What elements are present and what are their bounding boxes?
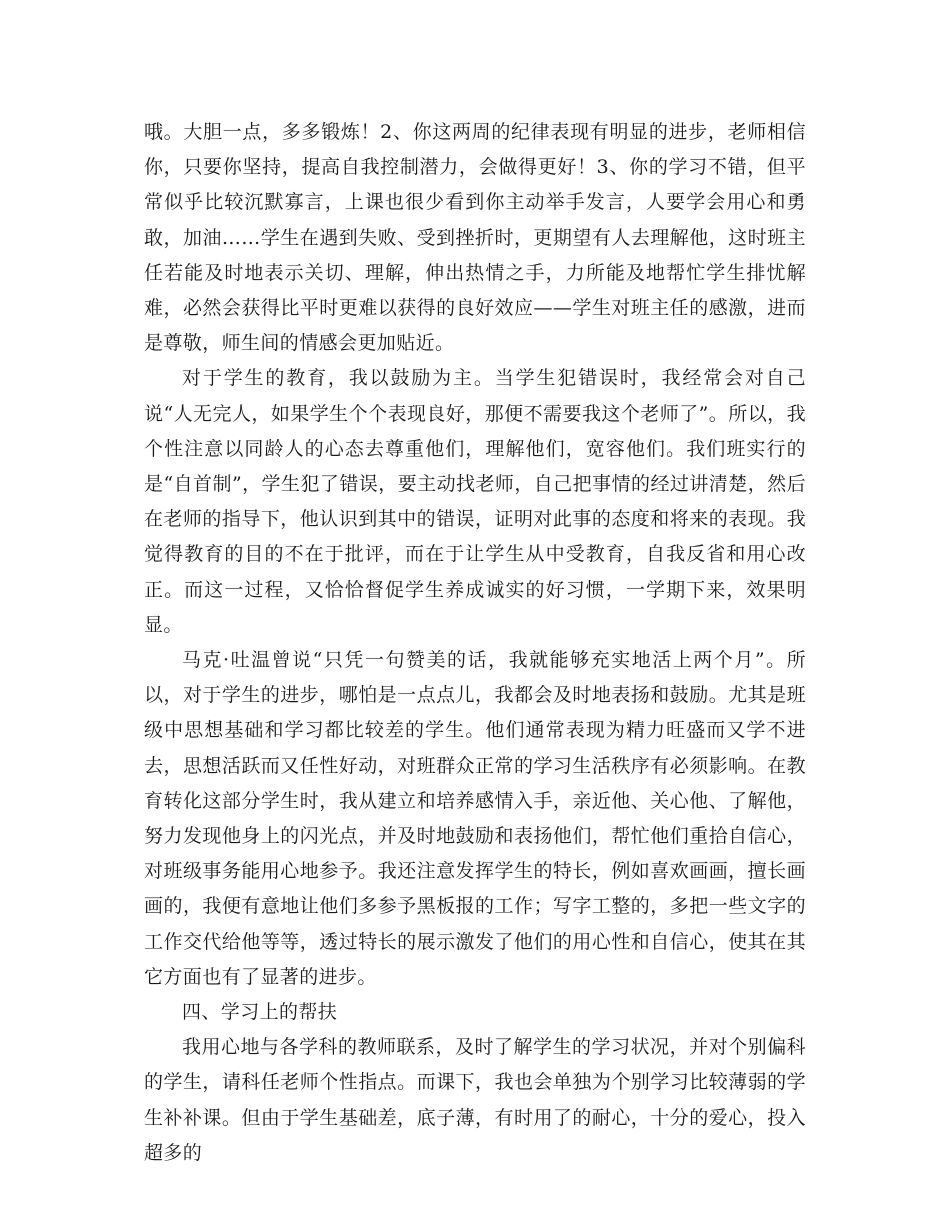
document-body — [144, 115, 806, 1171]
paragraph-4: 我用心地与各学科的教师联系，及时了解学生的学习状况，并对个别偏科的学生，请科任老师个性指点。而课下，我也会单独为个别学习比较薄弱的学生补补课。但由于学生基础差，底子薄，有时用了的耐心，十分的爱心，投入超多的 — [144, 1036, 806, 1164]
paragraph-1: 哦。大胆一点，多多锻炼！2、你这两周的纪律表现有明显的进步，老师相信你，只要你坚持，提高自我控制潜力，会做得更好！3、你的学习不错，但平常似乎比较沉默寡言，上课也很少看到你主动举手发言，人要学会用心和勇敢，加油……学生在遇到失败、受到挫折时，更期望有人去理解他，这时班主任若能及时地表示关切、理解，伸出热情之手，力所能及地帮忙学生排忧解难，必然会获得比平时更难以获得的良好效应——学生对班主任的感激，进而是尊敬，师生间的情感会更加贴近。 — [144, 121, 806, 355]
section-heading: 四、学习上的帮扶 — [182, 1001, 338, 1024]
paragraph-3: 马克·吐温曾说“只凭一句赞美的话，我就能够充实地活上两个月”。所以，对于学生的进步，哪怕是一点点儿，我都会及时地表扬和鼓励。尤其是班级中思想基础和学习都比较差的学生。他们通常表现为精力旺盛而又学不进去，思想活跃而又任性好动，对班群众正常的学习生活秩序有必须影响。在教育转化这部分学生时，我从建立和培养感情入手，亲近他、关心他、了解他，努力发现他身上的闪光点，并及时地鼓励和表扬他们，帮忙他们重拾自信心，对班级事务能用心地参予。我还注意发挥学生的特长，例如喜欢画画，擅长画画的，我便有意地让他们多参予黑板报的工作；写字工整的，多把一些文字的工作交代给他等等，透过特长的展示激发了他们的用心性和自信心，使其在其它方面也有了显著的进步。 — [144, 649, 806, 988]
paragraph-2: 对于学生的教育，我以鼓励为主。当学生犯错误时，我经常会对自己说“人无完人，如果学生个个表现良好，那便不需要我这个老师了”。所以，我个性注意以同龄人的心态去尊重他们，理解他们，宽容他们。我们班实行的是“自首制”，学生犯了错误，要主动找老师，自己把事情的经过讲清楚，然后在老师的指导下，他认识到其中的错误，证明对此事的态度和将来的表现。我觉得教育的目的不在于批评，而在于让学生从中受教育，自我反省和用心改正。而这一过程，又恰恰督促学生养成诚实的好习惯，一学期下来，效果明显。 — [144, 367, 806, 636]
